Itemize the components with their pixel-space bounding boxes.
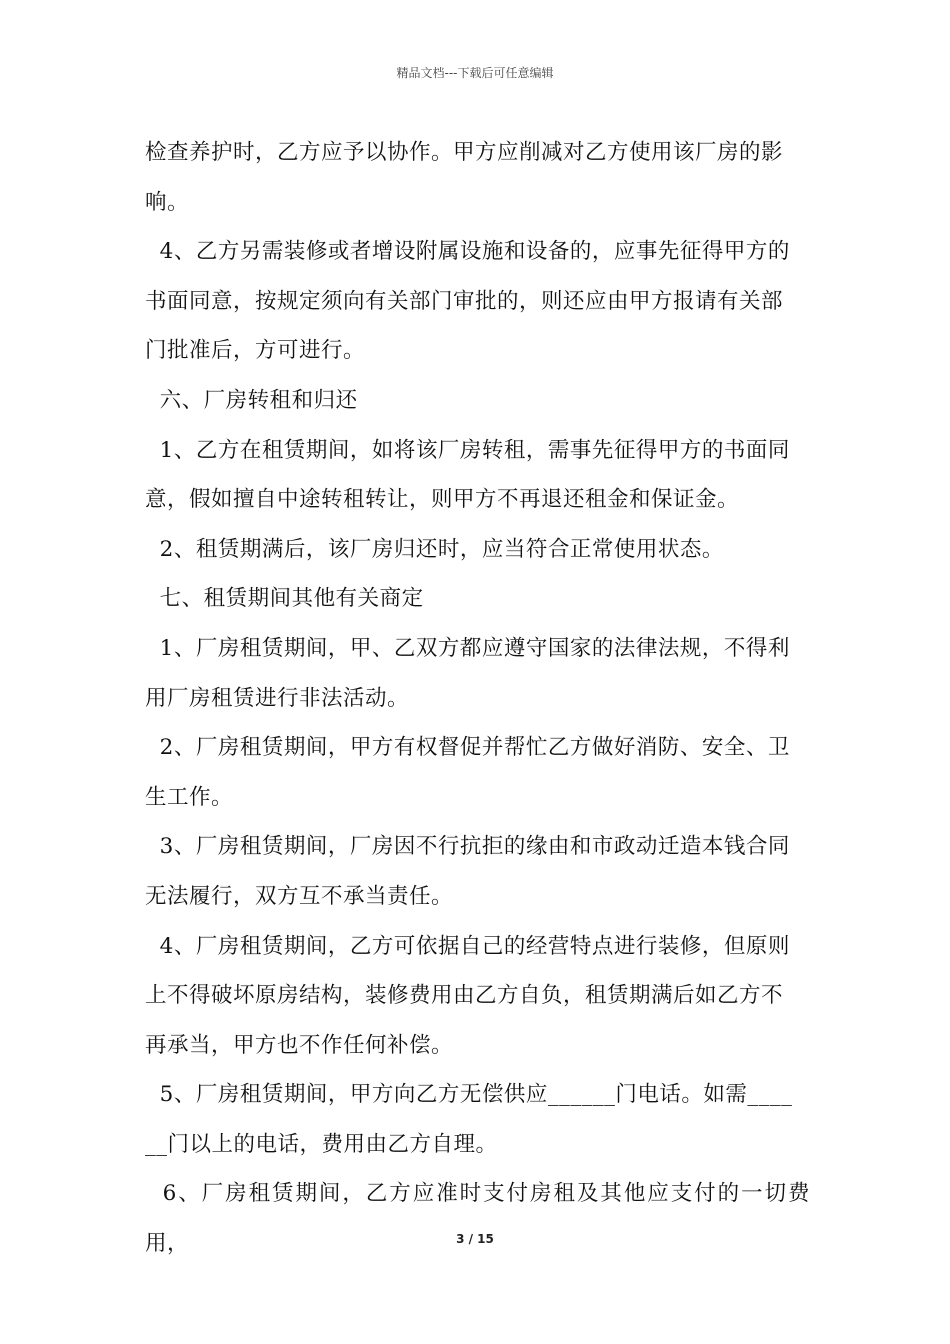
- text-line: 2、厂房租赁期间，甲方有权督促并帮忙乙方做好消防、安全、卫: [145, 735, 790, 761]
- text-line: 上不得破坏原房结构，装修费用由乙方自负，租赁期满后如乙方不: [145, 983, 784, 1009]
- document-body: [145, 128, 810, 1269]
- text-line: 4、厂房租赁期间，乙方可依据自己的经营特点进行装修，但原则: [145, 933, 790, 959]
- section-heading: 七、租赁期间其他有关商定: [145, 586, 424, 612]
- text-line: 4、乙方另需装修或者增设附属设施和设备的，应事先征得甲方的: [145, 239, 790, 265]
- text-line: __门以上的电话，费用由乙方自理。: [145, 1131, 498, 1157]
- text-line: 1、厂房租赁期间，甲、乙双方都应遵守国家的法律法规，不得利: [145, 635, 790, 661]
- text-line: 1、乙方在租赁期间，如将该厂房转租，需事先征得甲方的书面同: [145, 437, 790, 463]
- text-line: 6、厂房租赁期间，乙方应准时支付房租及其他应支付的一切费用，: [145, 1181, 810, 1257]
- text-line: 检查养护时，乙方应予以协作。甲方应削减对乙方使用该厂房的影: [145, 140, 784, 165]
- text-line: 门批准后，方可进行。: [145, 338, 366, 364]
- page-header: 精品文档---下载后可任意编辑: [396, 66, 554, 80]
- text-line: 意，假如擅自中途转租转让，则甲方不再退还租金和保证金。: [145, 487, 740, 513]
- text-line: 3、厂房租赁期间，厂房因不行抗拒的缘由和市政动迁造本钱合同: [145, 834, 790, 860]
- text-line: 响。: [145, 189, 190, 215]
- text-line: 2、租赁期满后，该厂房归还时，应当符合正常使用状态。: [145, 536, 724, 562]
- text-line: 无法履行，双方互不承当责任。: [145, 883, 454, 909]
- text-line: 用厂房租赁进行非法活动。: [145, 685, 410, 711]
- text-line: 5、厂房租赁期间，甲方向乙方无偿供应______门电话。如需____: [145, 1082, 793, 1108]
- text-line: 书面同意，按规定须向有关部门审批的，则还应由甲方报请有关部: [145, 288, 784, 314]
- text-line: 再承当，甲方也不作任何补偿。: [145, 1032, 454, 1058]
- page-number: 3 / 15: [456, 1232, 494, 1246]
- section-heading: 六、厂房转租和归还: [145, 387, 358, 413]
- text-line: 生工作。: [145, 784, 234, 810]
